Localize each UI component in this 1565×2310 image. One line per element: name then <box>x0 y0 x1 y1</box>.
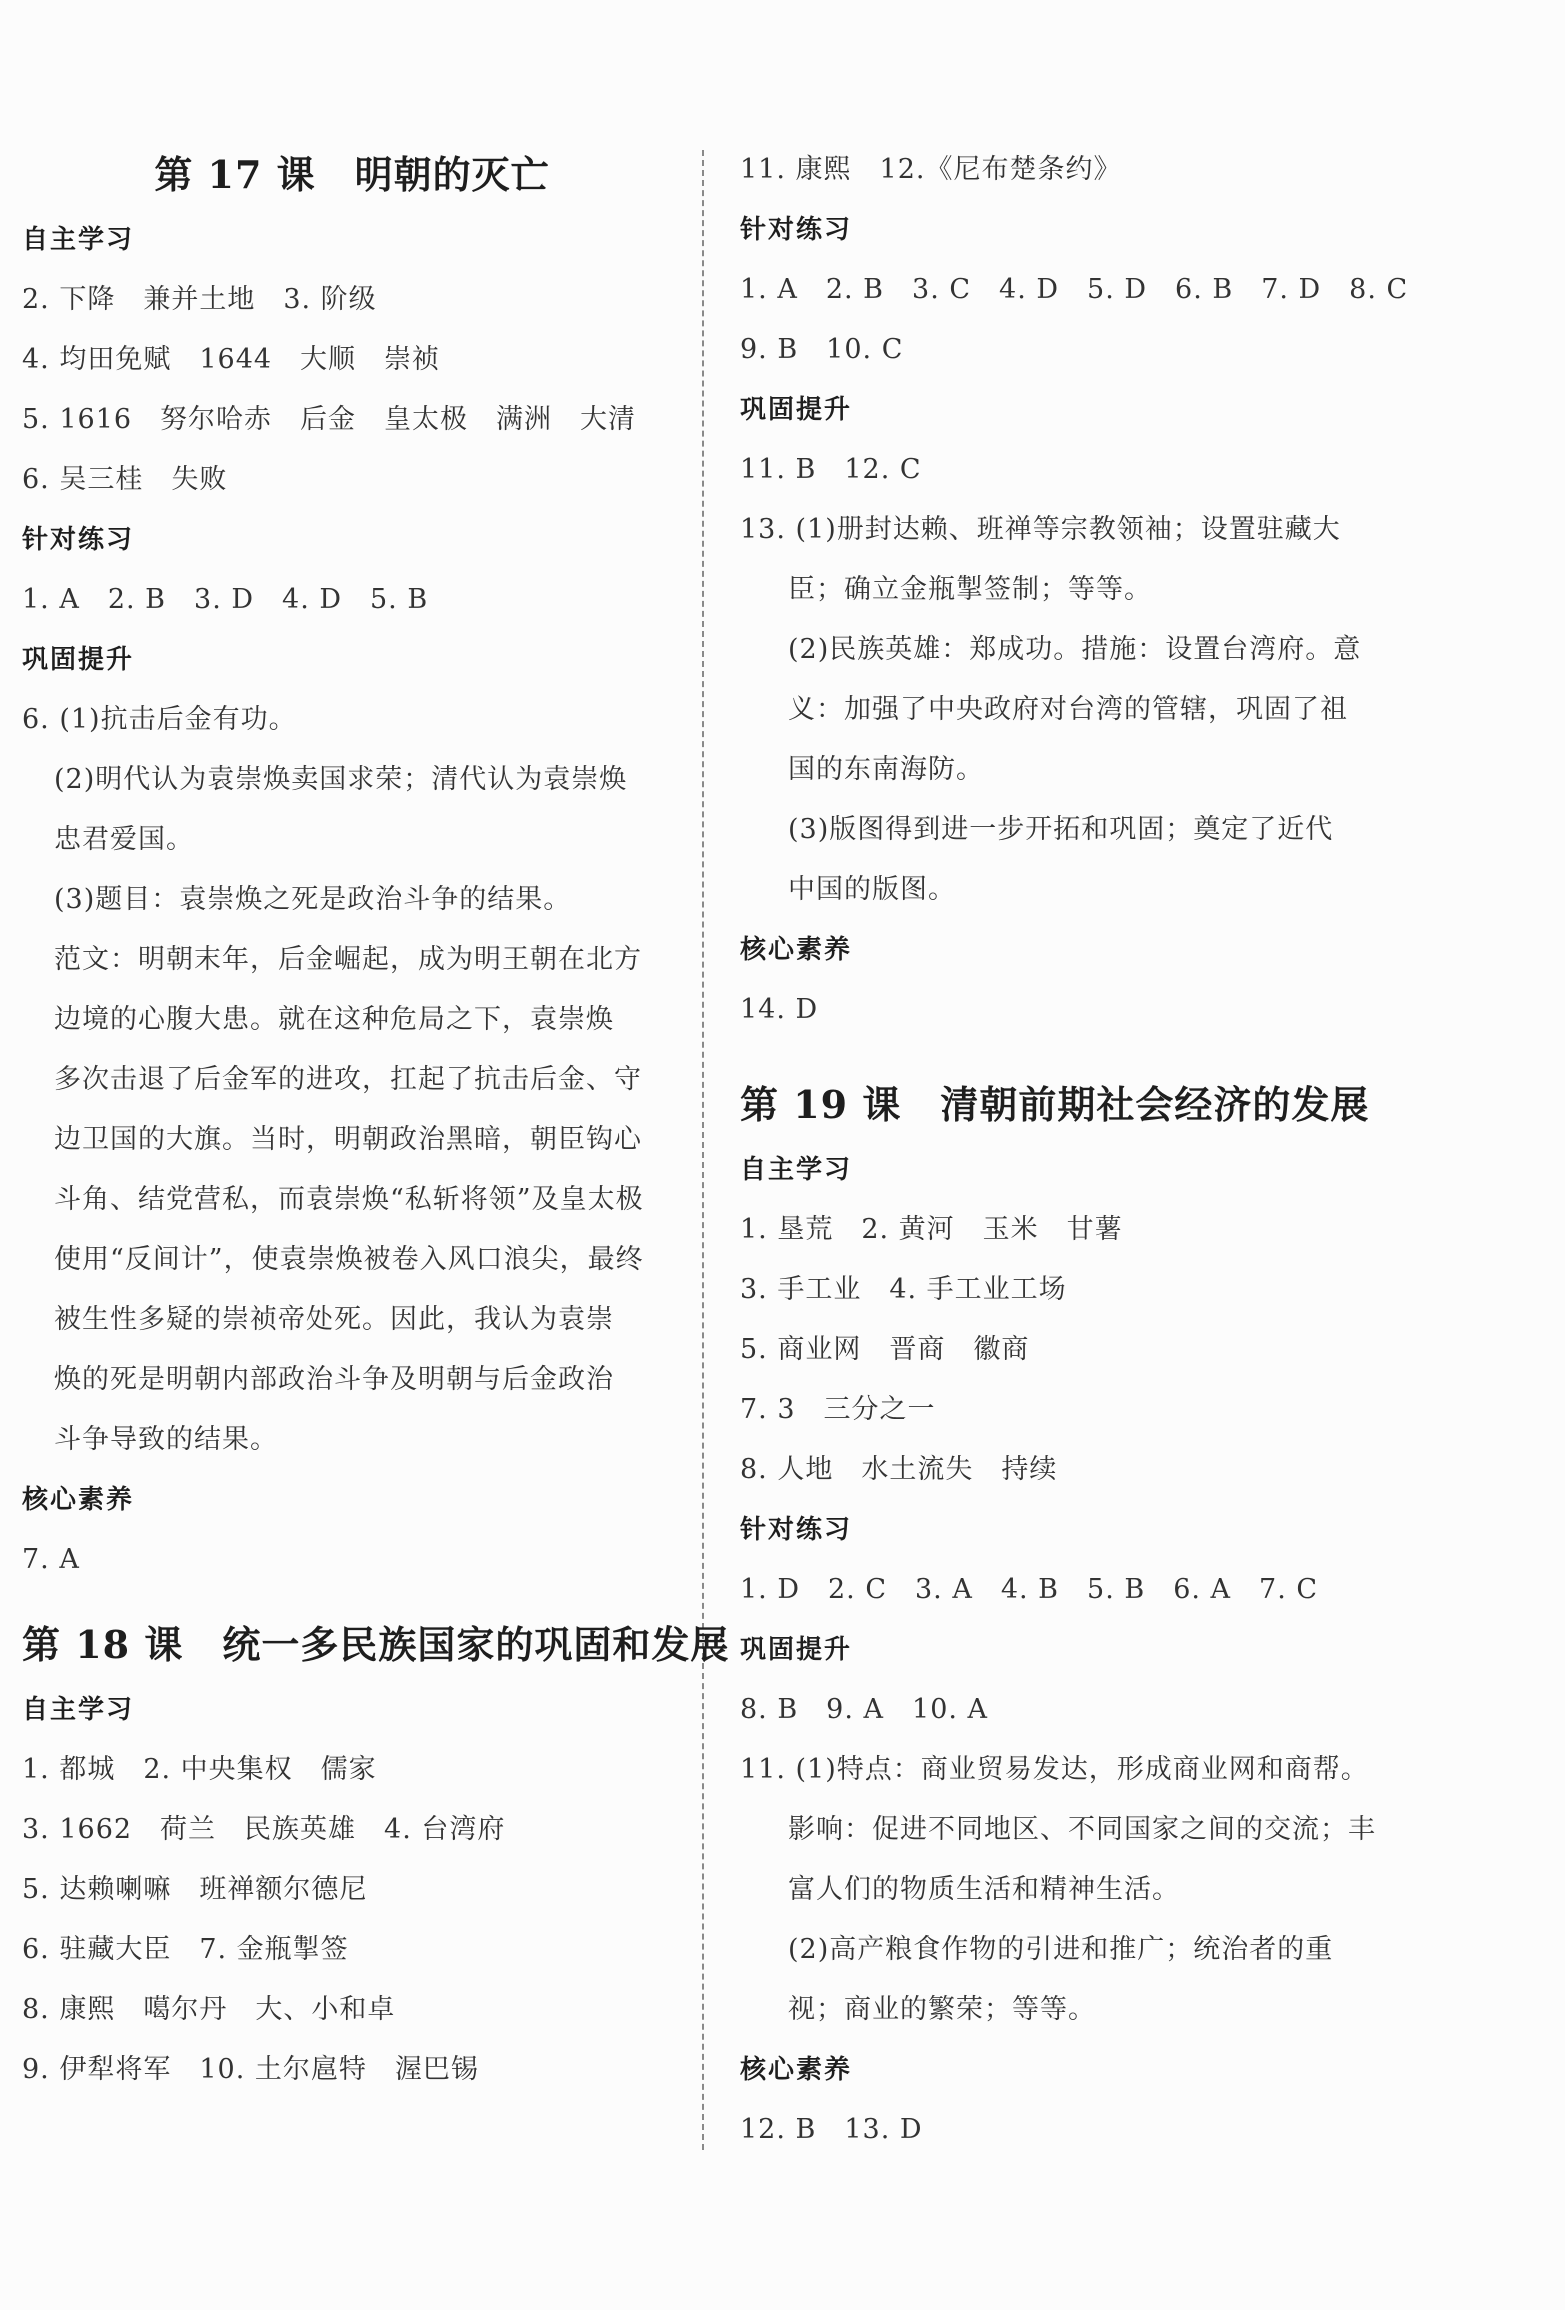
answer-line: 斗角、结党营私，而袁崇焕“私斩将领”及皇太极 <box>54 1184 644 1215</box>
answer-line: 焕的死是明朝内部政治斗争及明朝与后金政治 <box>54 1364 614 1395</box>
answer-line: 范文：明朝末年，后金崛起，成为明王朝在北方 <box>54 944 642 975</box>
answer-line: 边卫国的大旗。当时，明朝政治黑暗，朝臣钩心 <box>54 1124 642 1155</box>
section-heading: 巩固提升 <box>22 645 135 675</box>
answer-line: 6. 驻藏大臣 7. 金瓶掣签 <box>22 1934 349 1965</box>
answer-line: 5. 达赖喇嘛 班禅额尔德尼 <box>22 1874 368 1905</box>
answer-line: 7. A <box>22 1544 80 1575</box>
answer-line: 斗争导致的结果。 <box>54 1424 278 1455</box>
answer-line: 9. B 10. C <box>740 334 904 365</box>
answer-line: 3. 手工业 4. 手工业工场 <box>740 1274 1067 1305</box>
answer-line: 8. 康熙 噶尔丹 大、小和卓 <box>22 1994 396 2025</box>
section-heading: 针对练习 <box>22 525 135 555</box>
answer-line: 7. 3 三分之一 <box>740 1394 936 1425</box>
section-heading: 核心素养 <box>22 1485 135 1515</box>
answer-line: 9. 伊犁将军 10. 土尔扈特 渥巴锡 <box>22 2054 479 2085</box>
answer-line: 3. 1662 荷兰 民族英雄 4. 台湾府 <box>22 1814 506 1845</box>
answer-line: 1. 都城 2. 中央集权 儒家 <box>22 1754 377 1785</box>
answer-line: 视；商业的繁荣；等等。 <box>788 1994 1096 2025</box>
answer-line: 4. 均田免赋 1644 大顺 崇祯 <box>22 344 441 375</box>
answer-line: 8. B 9. A 10. A <box>740 1694 989 1725</box>
answer-line: 13. (1)册封达赖、班禅等宗教领袖；设置驻藏大 <box>740 514 1341 545</box>
answer-line: 富人们的物质生活和精神生活。 <box>788 1874 1180 1905</box>
section-heading: 自主学习 <box>22 225 135 255</box>
answer-line: (2)高产粮食作物的引进和推广；统治者的重 <box>788 1934 1334 1965</box>
answer-line: 义：加强了中央政府对台湾的管辖，巩固了祖 <box>788 694 1348 725</box>
answer-line: 1. A 2. B 3. C 4. D 5. D 6. B 7. D 8. C <box>740 274 1409 305</box>
lesson-18-title: 第 18 课 统一多民族国家的巩固和发展 <box>22 1622 730 1667</box>
section-heading: 针对练习 <box>740 1515 853 1545</box>
section-heading: 针对练习 <box>740 215 853 245</box>
answer-line: 11. 康熙 12.《尼布楚条约》 <box>740 154 1122 185</box>
answer-line: 5. 1616 努尔哈赤 后金 皇太极 满洲 大清 <box>22 404 637 435</box>
answer-line: (3)版图得到进一步开拓和巩固；奠定了近代 <box>788 814 1334 845</box>
answer-line: 中国的版图。 <box>788 874 956 905</box>
answer-line: 1. D 2. C 3. A 4. B 5. B 6. A 7. C <box>740 1574 1319 1605</box>
right-column <box>740 140 1409 2160</box>
answer-line: 使用“反间计”，使袁崇焕被卷入风口浪尖，最终 <box>54 1244 644 1275</box>
answer-line: 臣；确立金瓶掣签制；等等。 <box>788 574 1152 605</box>
section-heading: 自主学习 <box>22 1695 135 1725</box>
answer-line: 忠君爱国。 <box>54 824 194 855</box>
section-heading: 核心素养 <box>740 2055 853 2085</box>
section-heading: 核心素养 <box>740 935 853 965</box>
section-heading: 巩固提升 <box>740 1635 853 1665</box>
answer-line: 8. 人地 水土流失 持续 <box>740 1454 1058 1485</box>
column-divider <box>702 150 704 2150</box>
section-heading: 巩固提升 <box>740 395 853 425</box>
left-column <box>22 140 730 2100</box>
answer-line: 1. A 2. B 3. D 4. D 5. B <box>22 584 429 615</box>
answer-line: 11. B 12. C <box>740 454 922 485</box>
answer-line: 国的东南海防。 <box>788 754 984 785</box>
answer-line: 6. 吴三桂 失败 <box>22 464 228 495</box>
answer-line: (2)民族英雄：郑成功。措施：设置台湾府。意 <box>788 634 1362 665</box>
section-heading: 自主学习 <box>740 1155 853 1185</box>
answer-line: 被生性多疑的崇祯帝处死。因此，我认为袁崇 <box>54 1304 614 1335</box>
answer-line: 1. 垦荒 2. 黄河 玉米 甘薯 <box>740 1214 1123 1245</box>
answer-line: 12. B 13. D <box>740 2114 923 2145</box>
answer-line: 多次击退了后金军的进攻，扛起了抗击后金、守 <box>54 1064 642 1095</box>
answer-line: 6. (1)抗击后金有功。 <box>22 704 297 735</box>
answer-line: 影响：促进不同地区、不同国家之间的交流；丰 <box>788 1814 1376 1845</box>
answer-line: 5. 商业网 晋商 徽商 <box>740 1334 1030 1365</box>
answer-line: 11. (1)特点：商业贸易发达，形成商业网和商帮。 <box>740 1754 1369 1785</box>
answer-line: (2)明代认为袁崇焕卖国求荣；清代认为袁崇焕 <box>54 764 628 795</box>
answer-line: 2. 下降 兼并土地 3. 阶级 <box>22 284 377 315</box>
answer-line: 边境的心腹大患。就在这种危局之下，袁崇焕 <box>54 1004 614 1035</box>
answer-line: (3)题目：袁崇焕之死是政治斗争的结果。 <box>54 884 572 915</box>
answer-line: 14. D <box>740 994 819 1025</box>
lesson-17-title: 第 17 课 明朝的灭亡 <box>154 152 550 197</box>
lesson-19-title: 第 19 课 清朝前期社会经济的发展 <box>740 1082 1370 1127</box>
